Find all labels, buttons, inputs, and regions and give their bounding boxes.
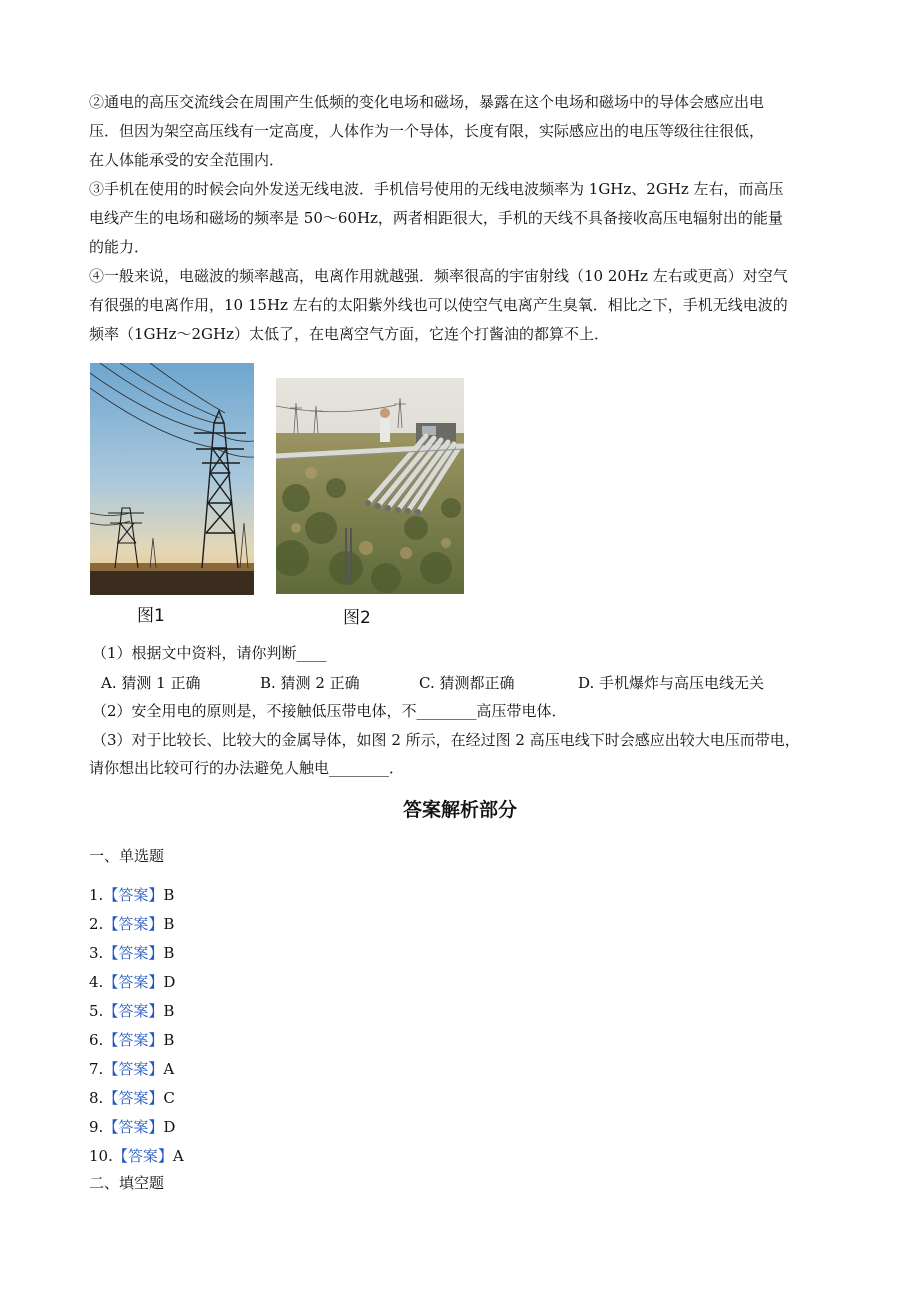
answer-number: 8. xyxy=(89,1089,104,1107)
paragraph-line: 压．但因为架空高压线有一定高度，人体作为一个导体，长度有限，实际感应出的电压等级往往很低， xyxy=(89,122,765,140)
question-2: （2）安全用电的原则是，不接触低压带电体，不________高压带电体． xyxy=(92,702,567,720)
answer-row xyxy=(89,1145,184,1166)
answer-row xyxy=(89,1087,175,1108)
answer-number: 5. xyxy=(89,1002,104,1020)
question-1: （1）根据文中资料，请你判断____ xyxy=(92,644,327,662)
paragraph-line: 的能力． xyxy=(89,238,150,256)
answer-section-title: 答案解析部分 xyxy=(402,799,517,821)
option-c: C. 猜测都正确 xyxy=(419,674,515,692)
paragraph-line: ④一般来说，电磁波的频率越高，电离作用就越强．频率很高的宇宙射线（10 20Hz 左右或更高）对空气 xyxy=(89,267,788,285)
answer-tag: 【答案】 xyxy=(103,1118,164,1136)
answer-number: 1. xyxy=(89,886,104,904)
answer-value: B xyxy=(163,944,175,962)
answer-value: A xyxy=(172,1147,184,1165)
answer-row xyxy=(89,1000,174,1021)
option-b: B. 猜测 2 正确 xyxy=(260,674,360,692)
answer-number: 4. xyxy=(89,973,104,991)
section-heading-single-choice: 一、单选题 xyxy=(89,847,165,865)
answer-value: B xyxy=(163,886,175,904)
answer-row xyxy=(89,913,174,934)
figure-1-power-lines-photo xyxy=(90,363,254,595)
answer-tag: 【答案】 xyxy=(103,886,164,904)
paragraph-line: 频率（1GHz～2GHz）太低了，在电离空气方面，它连个打酱油的都算不上． xyxy=(89,325,610,343)
paragraph-line: ②通电的高压交流线会在周围产生低频的变化电场和磁场，暴露在这个电场和磁场中的导体会感应出电 xyxy=(89,93,765,111)
answer-value: B xyxy=(163,1002,175,1020)
answer-tag: 【答案】 xyxy=(103,1089,164,1107)
answer-tag: 【答案】 xyxy=(103,915,164,933)
figure-2-caption: 图2 xyxy=(343,608,371,628)
question-3-line-2: 请你想出比较可行的办法避免人触电________． xyxy=(89,759,405,777)
answer-value: D xyxy=(163,1118,176,1136)
answer-row xyxy=(89,1116,175,1137)
answer-value: C xyxy=(163,1089,175,1107)
answer-tag: 【答案】 xyxy=(103,1060,164,1078)
answer-tag: 【答案】 xyxy=(103,973,164,991)
answer-tag: 【答案】 xyxy=(112,1147,173,1165)
question-3-line-1: （3）对于比较长、比较大的金属导体，如图 2 所示，在经过图 2 高压电线下时会感应出较大电压而带电， xyxy=(92,731,800,749)
paragraph-line: 电线产生的电场和磁场的频率是 50～60Hz，两者相距很大，手机的天线不具备接收高压电辐射出的能量 xyxy=(89,209,783,227)
answer-number: 10. xyxy=(89,1147,113,1165)
paragraph-3 xyxy=(89,175,839,262)
paragraph-line: 有很强的电离作用，10 15Hz 左右的太阳紫外线也可以使空气电离产生臭氧．相比之下，手机无线电波的 xyxy=(89,296,788,314)
paragraph-2 xyxy=(89,88,839,175)
figure-2-pipes-photo xyxy=(276,378,464,594)
paragraph-line: ③手机在使用的时候会向外发送无线电波．手机信号使用的无线电波频率为 1GHz、2GHz 左右，而高压 xyxy=(89,180,784,198)
answer-value: B xyxy=(163,1031,175,1049)
answer-number: 9. xyxy=(89,1118,104,1136)
answer-row xyxy=(89,884,174,905)
answer-row xyxy=(89,1058,174,1079)
paragraph-line: 在人体能承受的安全范围内． xyxy=(89,151,285,169)
answer-tag: 【答案】 xyxy=(103,944,164,962)
answer-number: 7. xyxy=(89,1060,104,1078)
answer-row xyxy=(89,971,175,992)
answer-tag: 【答案】 xyxy=(103,1031,164,1049)
answer-value: B xyxy=(163,915,175,933)
answer-tag: 【答案】 xyxy=(103,1002,164,1020)
answer-row xyxy=(89,942,174,963)
paragraph-4 xyxy=(89,262,839,349)
figure-1-caption: 图1 xyxy=(137,606,165,626)
answer-value: A xyxy=(163,1060,175,1078)
answer-number: 2. xyxy=(89,915,104,933)
answer-value: D xyxy=(163,973,176,991)
answer-number: 3. xyxy=(89,944,104,962)
section-heading-fill-in: 二、填空题 xyxy=(89,1174,165,1192)
option-d: D. 手机爆炸与高压电线无关 xyxy=(578,674,765,692)
option-a: A. 猜测 1 正确 xyxy=(101,674,201,692)
answer-row xyxy=(89,1029,174,1050)
answer-number: 6. xyxy=(89,1031,104,1049)
